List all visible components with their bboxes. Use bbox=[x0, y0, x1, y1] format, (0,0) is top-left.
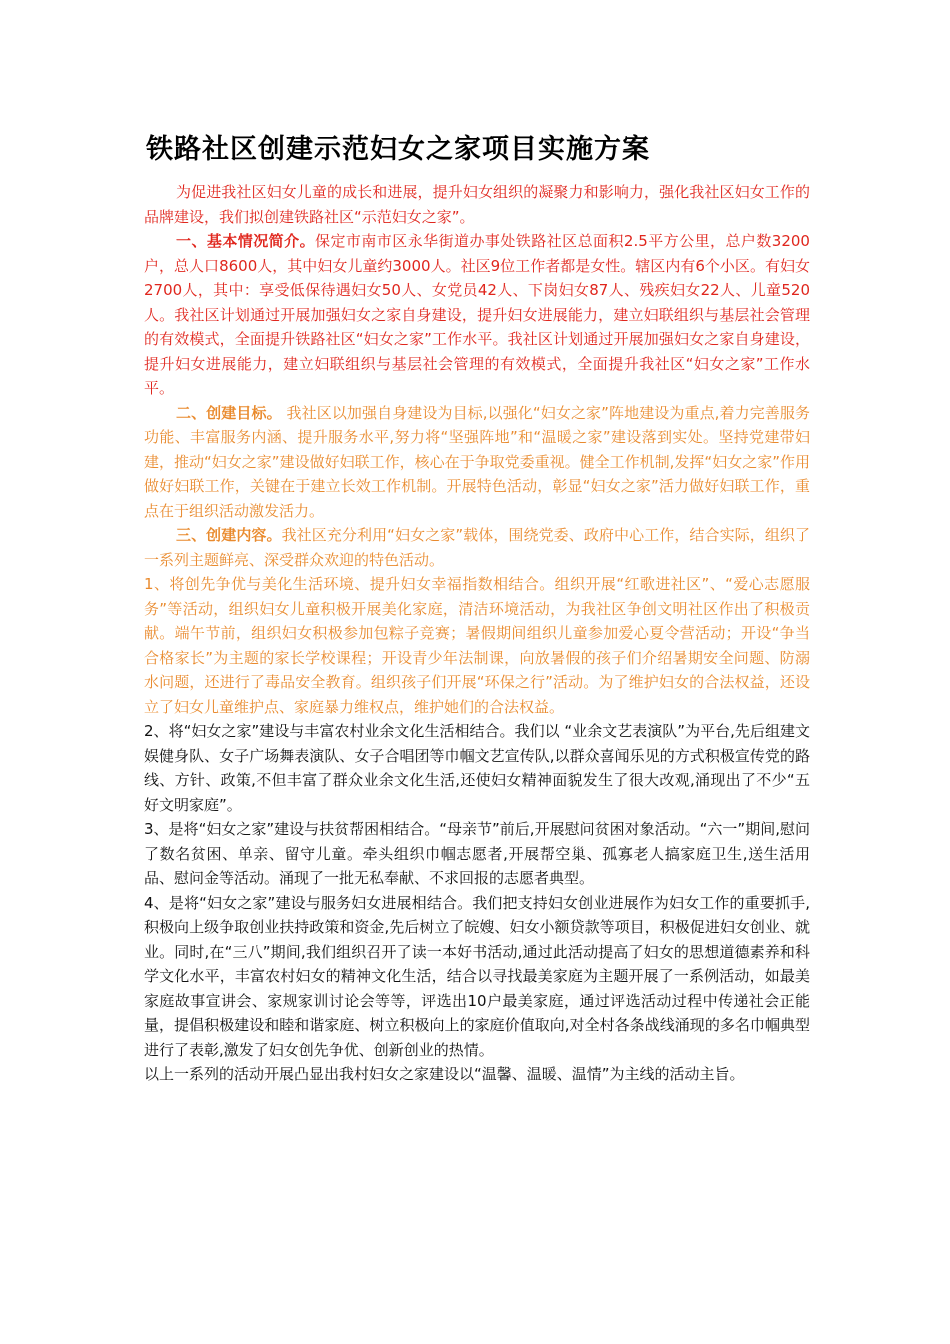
section-basic-info-body: 保定市南市区永华街道办事处铁路社区总面积2.5平方公里，总户数3200户，总人口8600人，其中妇女儿童约3000人。社区9位工作者都是女性。辖区内有6个小区。有妇女2700人，其中：享受低保待遇妇女50人、女党员42人、下岗妇女87人、残疾妇女22人、儿童520人。我社区计划通过开展加强妇女之家自身建设，提升妇女进展能力，建立妇联组织与基层社会管理的有效模式，全面提升铁路社区“妇女之家”工作水平。我社区计划通过开展加强妇女之家自身建设，提升妇女进展能力，建立妇联组织与基层社会管理的有效模式，全面提升我社区“妇女之家”工作水平。 bbox=[144, 232, 810, 397]
section-basic-info-heading: 一、基本情况简介。 bbox=[176, 232, 316, 250]
list-item-3: 3、是将“妇女之家”建设与扶贫帮困相结合。“母亲节”前后,开展慰问贫困对象活动。“六一”期间,慰问了数名贫困、单亲、留守儿童。牵头组织巾帼志愿者,开展帮空巢、孤寡老人搞家庭卫生,送生活用品、慰问金等活动。涌现了一批无私奉献、不求回报的志愿者典型。 bbox=[144, 820, 810, 887]
document-title: 铁路社区创建示范妇女之家项目实施方案 bbox=[146, 134, 650, 165]
list-item-1: 1、将创先争优与美化生活环境、提升妇女幸福指数相结合。组织开展“红歌进社区”、“爱心志愿服务”等活动，组织妇女儿童积极开展美化家庭，清洁环境活动，为我社区争创文明社区作出了积极贡献。端午节前，组织妇女积极参加包粽子竞赛；暑假期间组织儿童参加爱心夏令营活动；开设“争当合格家长”为主题的家长学校课程；开设青少年法制课，向放暑假的孩子们介绍暑期安全问题、防溺水问题，还进行了毒品安全教育。组织孩子们开展“环保之行”活动。为了维护妇女的合法权益，还设立了妇女儿童维护点、家庭暴力维权点，维护她们的合法权益。 bbox=[144, 575, 810, 716]
list-item-4: 4、是将“妇女之家”建设与服务妇女进展相结合。我们把支持妇女创业进展作为妇女工作的重要抓手,积极向上级争取创业扶持政策和资金,先后树立了皖嫂、妇女小额贷款等项目，积极促进妇女创业、就业。同时,在“三八”期间,我们组织召开了读一本好书活动,通过此活动提高了妇女的思想道德素养和科学文化水平，丰富农村妇女的精神文化生活，结合以寻找最美家庭为主题开展了一系例活动，如最美家庭故事宣讲会、家规家训讨论会等等，评选出10户最美家庭，通过评选活动过程中传递社会正能量，提倡积极建设和睦和谐家庭、树立积极向上的家庭价值取向,对全村各条战线涌现的多名巾帼典型进行了表彰,激发了妇女创先争优、创新创业的热情。 bbox=[144, 893, 810, 1059]
list-item-2: 2、将“妇女之家”建设与丰富农村业余文化生活相结合。我们以 “业余文艺表演队”为平台,先后组建文娱健身队、女子广场舞表演队、女子合唱团等巾帼文艺宣传队,以群众喜闻乐见的方式积极宣传党的路线、方针、政策,不但丰富了群众业余文化生活,还使妇女精神面貌发生了很大改观,涌现出了不少“五好文明家庭”。 bbox=[144, 722, 810, 814]
section-content bbox=[144, 523, 810, 572]
section-content-heading: 三、创建内容。 bbox=[176, 526, 282, 544]
section-basic-info bbox=[144, 229, 810, 401]
section-goals-body: 我社区以加强自身建设为目标,以强化“妇女之家”阵地建设为重点,着力完善服务功能、丰富服务内涵、提升服务水平,努力将“坚强阵地”和“温暖之家”建设落到实处。坚持党建带妇建，推动“妇女之家”建设做好妇联工作，核心在于争取党委重视。健全工作机制,发挥“妇女之家”作用做好妇联工作，关键在于建立长效工作机制。开展特色活动，彰显“妇女之家”活力做好妇联工作，重点在于组织活动激发活力。 bbox=[144, 403, 810, 520]
section-goals bbox=[144, 401, 810, 524]
section-content-body: 我社区充分利用“妇女之家”载体，围绕党委、政府中心工作，结合实际，组织了一系列主题鲜亮、深受群众欢迎的特色活动。 bbox=[144, 526, 810, 569]
intro-paragraph: 为促进我社区妇女儿童的成长和进展，提升妇女组织的凝聚力和影响力，强化我社区妇女工作的品牌建设，我们拟创建铁路社区“示范妇女之家”。 bbox=[144, 183, 810, 226]
section-goals-heading: 二、创建目标。 bbox=[176, 403, 282, 422]
conclusion-paragraph: 以上一系列的活动开展凸显出我村妇女之家建设以“温馨、温暖、温情”为主线的活动主旨。 bbox=[144, 1065, 745, 1083]
document-page bbox=[144, 130, 810, 1087]
